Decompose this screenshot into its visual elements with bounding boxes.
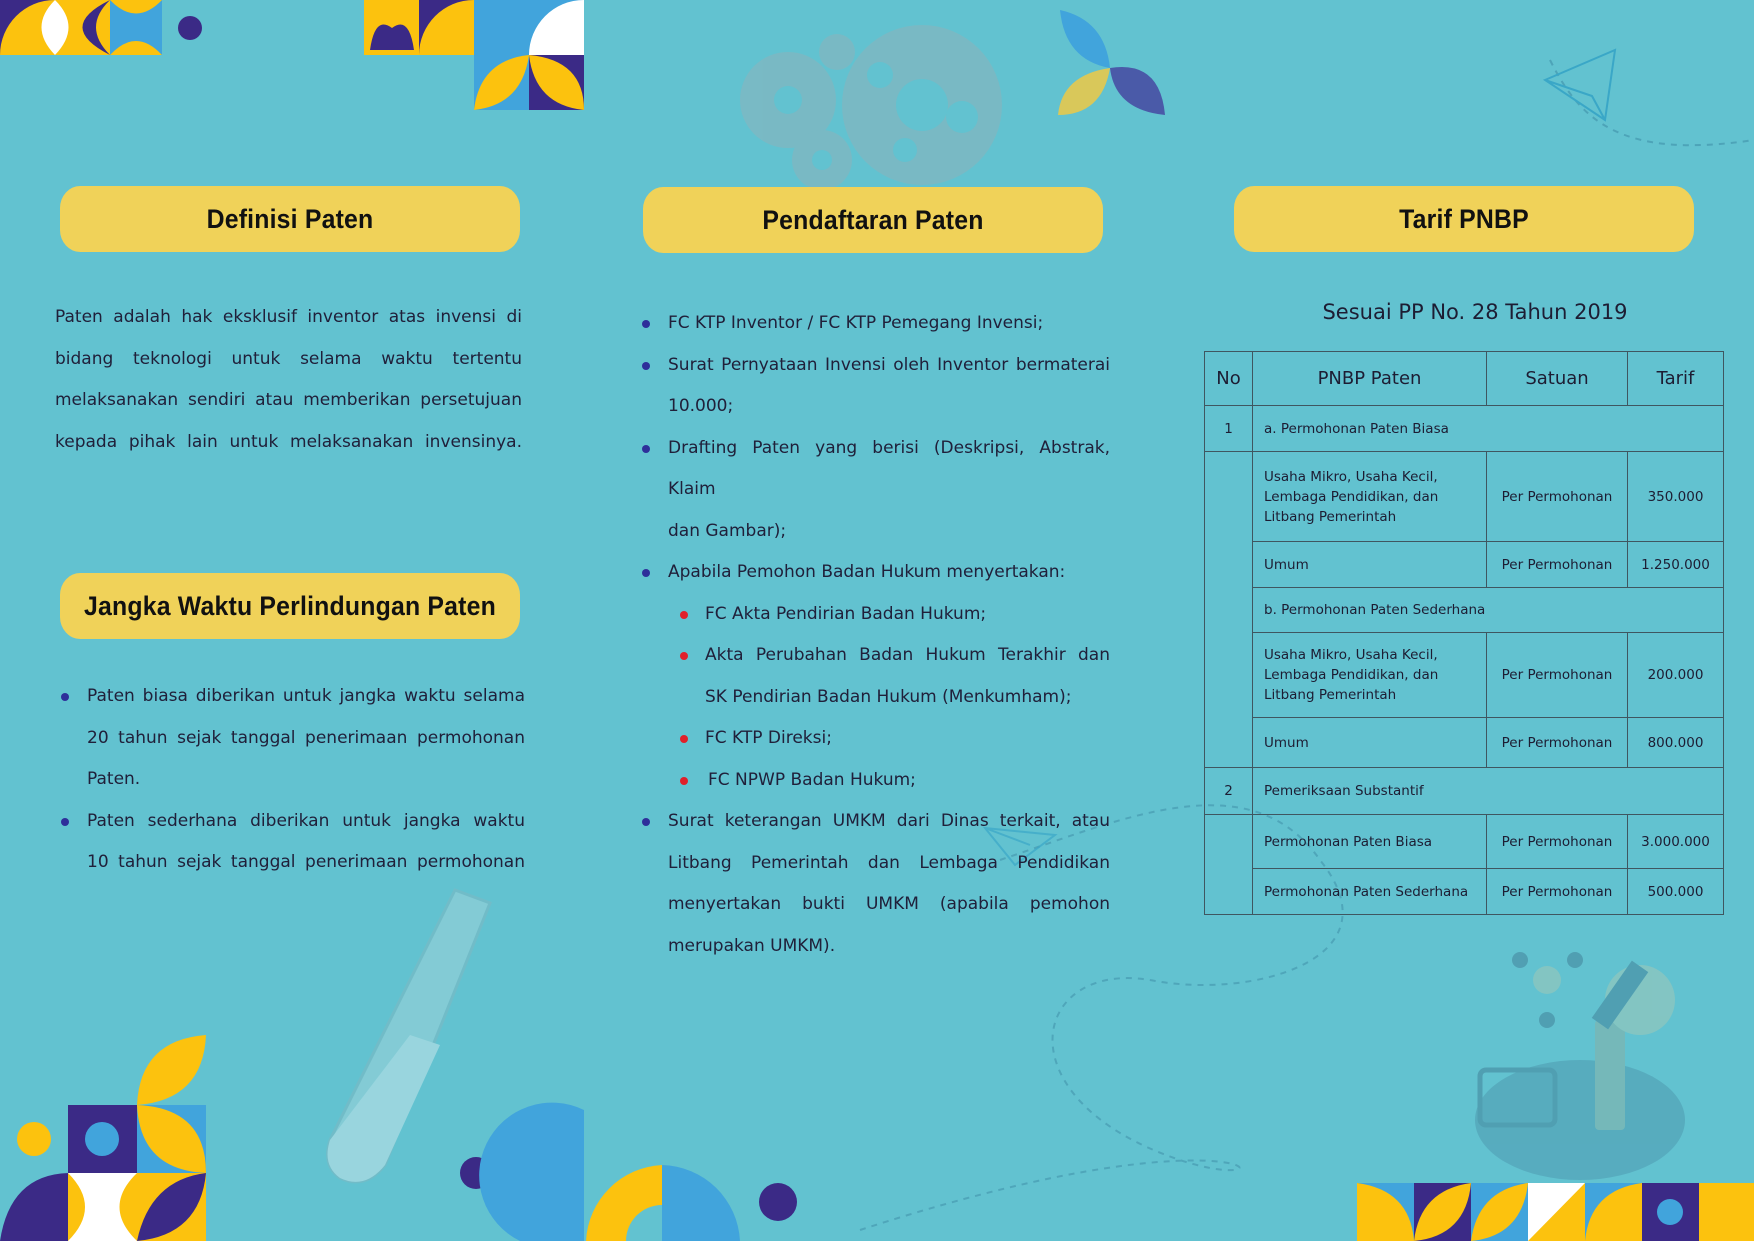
cell-satuan: Per Permohonan <box>1487 815 1628 869</box>
cell-item: Umum <box>1253 542 1487 588</box>
item-line: Litbang Pemerintah dan Lembaga Pendidikan <box>668 852 1110 873</box>
jangka-line: 10 tahun sejak tanggal penerimaan permohonan <box>87 852 525 872</box>
header-satuan: Satuan <box>1487 352 1628 406</box>
definisi-line: Paten adalah hak eksklusif inventor atas invensi di <box>55 307 522 327</box>
list-item <box>55 676 525 801</box>
cell-tarif: 1.250.000 <box>1628 542 1724 588</box>
cell-tarif: 800.000 <box>1628 718 1724 768</box>
bullet-icon <box>61 818 69 826</box>
list-item <box>640 303 1110 345</box>
definisi-line: melaksanakan sendiri atau memberikan persetujuan <box>55 390 522 410</box>
table-row <box>1205 406 1724 452</box>
pendaftaran-title: Pendaftaran Paten <box>643 187 1103 253</box>
table-row <box>1205 815 1724 869</box>
jangka-list <box>55 676 525 884</box>
cell-tarif: 200.000 <box>1628 633 1724 718</box>
cell-tarif: 500.000 <box>1628 869 1724 915</box>
bullet-icon <box>642 569 650 577</box>
list-item <box>640 552 1110 594</box>
header-pnbp: PNBP Paten <box>1253 352 1487 406</box>
bullet-icon <box>642 818 650 826</box>
list-item <box>640 718 1110 760</box>
definisi-title: Definisi Paten <box>60 186 520 252</box>
jangka-line: Paten. <box>87 769 141 789</box>
jangka-line: Paten biasa diberikan untuk jangka waktu selama <box>87 686 525 706</box>
bullet-icon <box>680 652 688 660</box>
item-line: dan Gambar); <box>668 520 787 541</box>
item-line: FC KTP Inventor / FC KTP Pemegang Invensi; <box>668 313 1044 333</box>
geometric-tile-pattern-bottom-left <box>0 1035 206 1241</box>
geometric-tile-pattern-bottom-right <box>1357 1183 1754 1241</box>
definisi-line: kepada pihak lain untuk melaksanakan invensinya. <box>55 431 522 452</box>
geometric-tile-pattern-top-left <box>0 0 202 55</box>
table-row <box>1205 452 1724 542</box>
gears-illustration <box>740 25 1002 190</box>
list-item <box>55 801 525 884</box>
cell-satuan: Per Permohonan <box>1487 542 1628 588</box>
list-item <box>640 428 1110 553</box>
microscope-lab-illustration <box>1475 952 1685 1180</box>
list-item <box>640 635 1110 718</box>
header-tarif: Tarif <box>1628 352 1724 406</box>
cell-satuan: Per Permohonan <box>1487 869 1628 915</box>
jangka-title: Jangka Waktu Perlindungan Paten <box>60 573 520 639</box>
cell-no-empty <box>1205 452 1253 768</box>
list-item <box>640 594 1110 636</box>
item-line: Drafting Paten yang berisi (Deskripsi, Abstrak, Klaim <box>668 437 1110 499</box>
cell-item: Usaha Mikro, Usaha Kecil, Lembaga Pendidikan, dan Litbang Pemerintah <box>1253 452 1487 542</box>
jangka-line: Paten sederhana diberikan untuk jangka waktu <box>87 810 525 831</box>
item-line: menyertakan bukti UMKM (apabila pemohon <box>668 894 1110 914</box>
table-row <box>1205 633 1724 718</box>
tarif-subtitle: Sesuai PP No. 28 Tahun 2019 <box>1322 300 1628 324</box>
cell-item: Usaha Mikro, Usaha Kecil, Lembaga Pendidikan, dan Litbang Pemerintah <box>1253 633 1487 718</box>
jangka-line: 20 tahun sejak tanggal penerimaan permohonan <box>87 727 525 748</box>
cell-tarif: 3.000.000 <box>1628 815 1724 869</box>
cell-group-label: b. Permohonan Paten Sederhana <box>1253 588 1724 633</box>
table-row <box>1205 718 1724 768</box>
bullet-icon <box>680 611 688 619</box>
test-tube-illustration <box>328 890 490 1182</box>
item-line: SK Pendirian Badan Hukum (Menkumham); <box>705 686 1072 707</box>
table-header-row <box>1205 352 1724 406</box>
list-item <box>640 801 1110 967</box>
table-row <box>1205 869 1724 915</box>
bullet-icon <box>680 735 688 743</box>
definisi-line: bidang teknologi untuk selama waktu tertentu <box>55 348 522 369</box>
cell-no-empty <box>1205 815 1253 915</box>
item-line: FC NPWP Badan Hukum; <box>708 769 916 790</box>
cell-tarif: 350.000 <box>1628 452 1724 542</box>
pendaftaran-list <box>640 303 1110 967</box>
item-line: Surat Pernyataan Invensi oleh Inventor bermaterai <box>668 354 1110 375</box>
definisi-paragraph <box>55 297 522 463</box>
item-line: Akta Perubahan Badan Hukum Terakhir dan <box>705 645 1110 665</box>
geometric-shapes-bottom-center <box>460 1103 797 1241</box>
cell-satuan: Per Permohonan <box>1487 633 1628 718</box>
item-line: FC KTP Direksi; <box>705 728 832 748</box>
tarif-title: Tarif PNBP <box>1234 186 1694 252</box>
cell-no: 2 <box>1205 768 1253 815</box>
cell-item: Permohonan Paten Sederhana <box>1253 869 1487 915</box>
cell-item: Umum <box>1253 718 1487 768</box>
cell-satuan: Per Permohonan <box>1487 718 1628 768</box>
bullet-icon <box>642 445 650 453</box>
cell-group-label: a. Permohonan Paten Biasa <box>1253 406 1724 452</box>
bullet-icon <box>642 362 650 370</box>
leaf-flower-icon <box>1058 10 1165 115</box>
list-item <box>640 345 1110 428</box>
cell-satuan: Per Permohonan <box>1487 452 1628 542</box>
bullet-icon <box>61 693 69 701</box>
table-row <box>1205 768 1724 815</box>
paper-plane-icon <box>1545 50 1615 120</box>
list-item <box>640 760 1110 802</box>
item-line: Surat keterangan UMKM dari Dinas terkait, atau <box>668 811 1110 831</box>
tarif-table <box>1204 351 1724 915</box>
header-no: No <box>1205 352 1253 406</box>
item-line: Apabila Pemohon Badan Hukum menyertakan: <box>668 562 1066 582</box>
bullet-icon <box>680 777 688 785</box>
item-line: FC Akta Pendirian Badan Hukum; <box>705 603 987 624</box>
bullet-icon <box>642 320 650 328</box>
cell-item: Permohonan Paten Biasa <box>1253 815 1487 869</box>
cell-no: 1 <box>1205 406 1253 452</box>
table-row <box>1205 588 1724 633</box>
geometric-tile-pattern-top-center <box>364 0 584 110</box>
item-line: 10.000; <box>668 396 734 416</box>
cell-group-label: Pemeriksaan Substantif <box>1253 768 1724 815</box>
table-row <box>1205 542 1724 588</box>
item-line: merupakan UMKM). <box>668 935 836 956</box>
